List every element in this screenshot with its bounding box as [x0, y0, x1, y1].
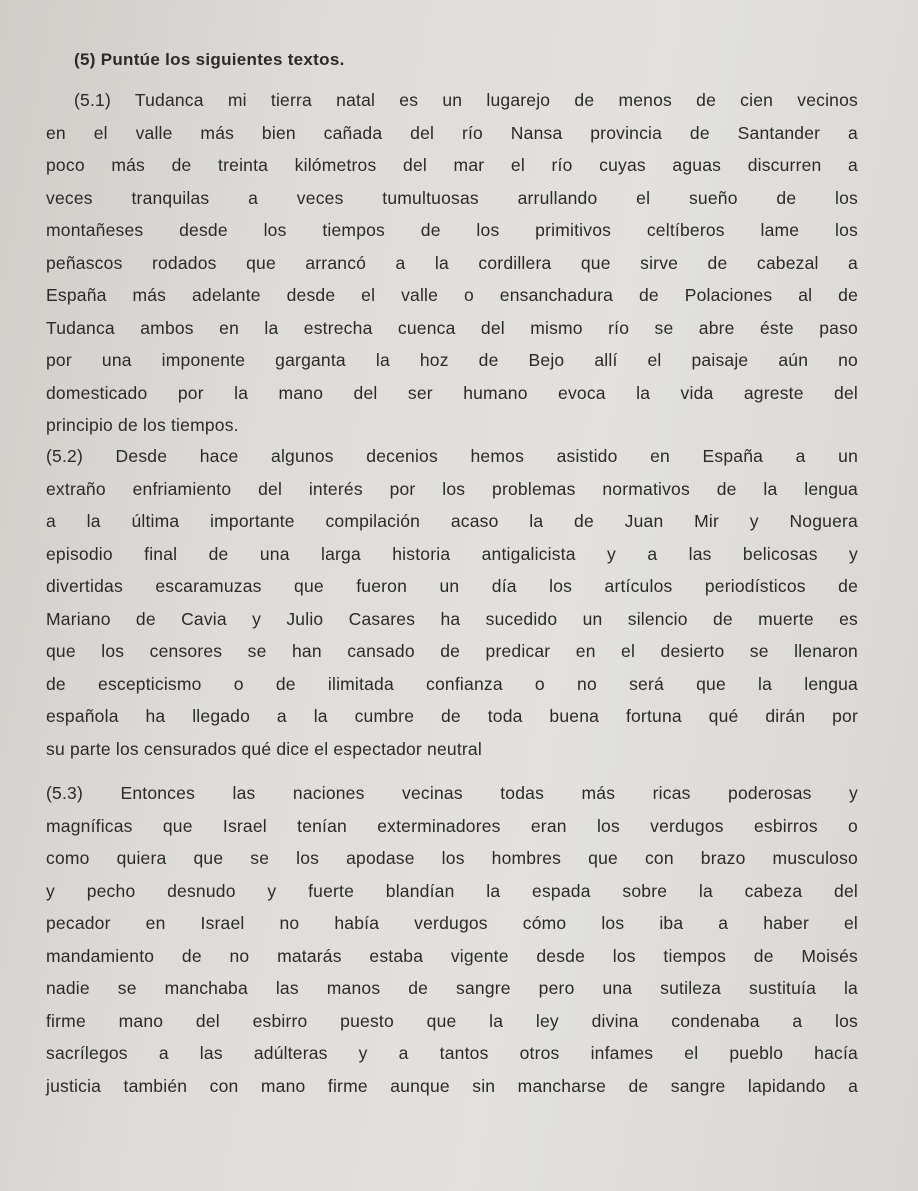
text-line: su parte los censurados qué dice el espectador neutral — [46, 738, 482, 759]
exercise-5-2 — [46, 440, 858, 765]
text-line: sacrílegos a las adúlteras y a tantos otros infames el pueblo hacía — [46, 1043, 858, 1063]
exercise-5-1 — [46, 84, 858, 442]
text-line: episodio final de una larga historia antigalicista y a las belicosas y — [46, 543, 858, 564]
text-line: firme mano del esbirro puesto que la ley divina condenaba a los — [46, 1010, 858, 1031]
text-line: española ha llegado a la cumbre de toda buena fortuna qué dirán por — [46, 706, 858, 726]
text-line: España más adelante desde el valle o ensanchadura de Polaciones al de — [46, 285, 858, 305]
text-line: de escepticismo o de ilimitada confianza o no será que la lengua — [46, 673, 858, 694]
text-line: y pecho desnudo y fuerte blandían la espada sobre la cabeza del — [46, 880, 858, 901]
exercise-5-3 — [46, 777, 858, 1102]
text-line: mandamiento de no matarás estaba vigente desde los tiempos de Moisés — [46, 945, 858, 966]
text-line: en el valle más bien cañada del río Nansa provincia de Santander a — [46, 122, 858, 143]
text-line: magníficas que Israel tenían exterminadores eran los verdugos esbirros o — [46, 815, 858, 836]
text-line: domesticado por la mano del ser humano evoca la vida agreste del — [46, 382, 858, 403]
text-line: (5.2) Desde hace algunos decenios hemos asistido en España a un — [46, 446, 858, 466]
text-line: que los censores se han cansado de predicar en el desierto se llenaron — [46, 641, 858, 661]
text-line: (5.3) Entonces las naciones vecinas todas más ricas poderosas y — [46, 783, 858, 803]
text-line: justicia también con mano firme aunque sin mancharse de sangre lapidando a — [46, 1075, 858, 1096]
text-line: nadie se manchaba las manos de sangre pero una sutileza sustituía la — [46, 978, 858, 998]
text-line: (5.1) Tudanca mi tierra natal es un lugarejo de menos de cien vecinos — [74, 90, 858, 110]
text-line: montañeses desde los tiempos de los primitivos celtíberos lame los — [46, 220, 858, 240]
text-line: por una imponente garganta la hoz de Bejo allí el paisaje aún no — [46, 350, 858, 370]
exercise-heading: (5) Puntúe los siguientes textos. — [74, 50, 345, 69]
text-line: divertidas escaramuzas que fueron un día los artículos periodísticos de — [46, 576, 858, 596]
text-line: como quiera que se los apodase los hombres que con brazo musculoso — [46, 848, 858, 868]
text-line: pecador en Israel no había verdugos cómo los iba a haber el — [46, 913, 858, 933]
text-line: Tudanca ambos en la estrecha cuenca del mismo río se abre éste paso — [46, 317, 858, 338]
text-line: extraño enfriamiento del interés por los problemas normativos de la lengua — [46, 478, 858, 499]
text-line: veces tranquilas a veces tumultuosas arrullando el sueño de los — [46, 187, 858, 208]
text-line: poco más de treinta kilómetros del mar el río cuyas aguas discurren a — [46, 155, 858, 175]
text-line: principio de los tiempos. — [46, 415, 239, 435]
text-line: a la última importante compilación acaso la de Juan Mir y Noguera — [46, 511, 858, 531]
text-line: peñascos rodados que arrancó a la cordillera que sirve de cabezal a — [46, 252, 858, 273]
text-line: Mariano de Cavia y Julio Casares ha sucedido un silencio de muerte es — [46, 608, 858, 629]
